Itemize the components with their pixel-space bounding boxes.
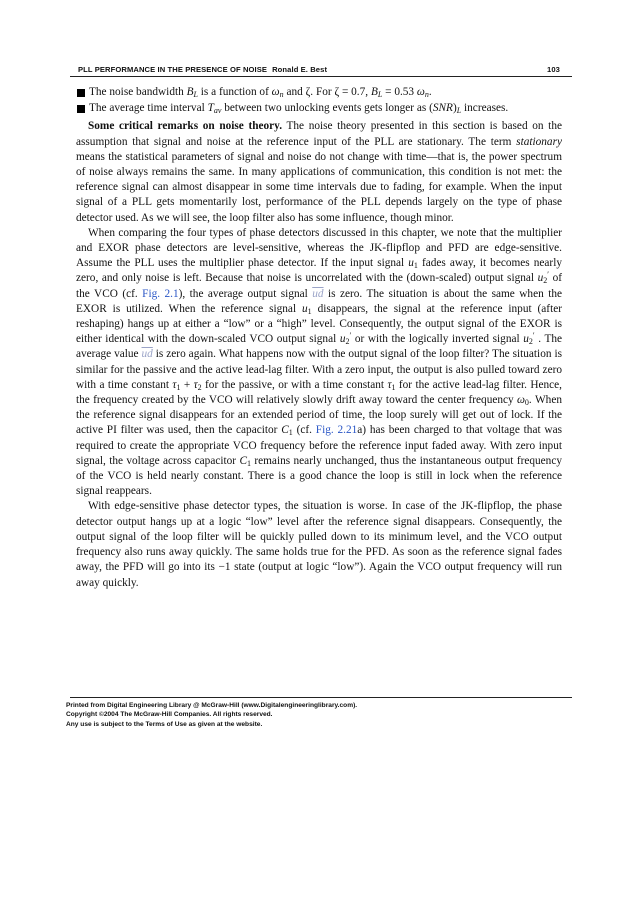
- text-run: disappears, the signal at the reference input (after reshaping) hangs up at either a “low” or a “high” level. Consequently, the output signal of the EXOR is either identical with the down-scaled VCO output signal: [76, 302, 562, 346]
- text-run: .: [428, 86, 432, 98]
- running-title-text: PLL PERFORMANCE IN THE PRESENCE OF NOISE: [78, 65, 268, 74]
- math-symbol: ω: [271, 86, 280, 98]
- bullet-square-icon: [77, 89, 85, 97]
- text-run: between two unlocking events gets longer as (: [221, 102, 433, 115]
- text-run: of the VCO (cf.: [76, 272, 562, 300]
- footer-terms: Any use is subject to the Terms of Use as given at the website.: [66, 720, 263, 728]
- math-subscript: L: [193, 90, 198, 99]
- math-prime: ′: [532, 331, 535, 341]
- math-symbol: ω: [516, 394, 525, 407]
- math-symbol: τ: [387, 378, 392, 391]
- math-subscript: L: [456, 106, 462, 116]
- bullet-unlocking-interval: [76, 101, 562, 116]
- text-run: is zero again. What happens now with the output signal of the loop filter? The situation is similar for the passive and the active lead-lag filter. With a zero input, the output is also pulled toward zero with a time constant: [76, 348, 562, 391]
- math-symbol: C: [281, 424, 289, 437]
- text-run: for the active lead-lag filter. Hence, the frequency created by the VCO will relatively slowly drift away toward the center frequency: [76, 378, 562, 407]
- math-symbol: u: [302, 302, 308, 315]
- footer-copyright: Copyright ©2004 The McGraw-Hill Companies. All rights reserved.: [66, 711, 273, 719]
- math-symbol: u: [408, 257, 414, 270]
- math-subscript: n: [279, 90, 284, 99]
- text-run: and ζ. For ζ = 0.7,: [283, 86, 371, 98]
- figure-reference-link[interactable]: Fig. 2.21: [315, 424, 358, 437]
- math-symbol: SNR: [432, 102, 453, 115]
- math-symbol: $\overline{ud}$: [141, 348, 153, 361]
- math-subscript: av: [213, 106, 222, 116]
- text-run: is zero. The situation is about the same when the EXOR is utilized. When the reference signal: [76, 287, 562, 315]
- text-run: (cf.: [292, 424, 316, 437]
- running-header: [78, 65, 560, 74]
- text-run: = 0.53: [382, 86, 417, 98]
- footer-printed-from: Printed from Digital Engineering Library @ McGraw-Hill (www.Digitalengineeringlibrary.com).: [66, 702, 358, 709]
- math-subscript: 1: [413, 261, 418, 271]
- math-subscript: 2: [345, 337, 350, 347]
- math-symbol: B: [186, 86, 194, 98]
- math-symbol: u: [537, 272, 544, 285]
- author-name: Ronald E. Best: [272, 65, 328, 74]
- math-symbol: T: [207, 102, 214, 115]
- paragraph-edge-sensitive: With edge-sensitive phase detector types, the situation is worse. In case of the JK-flipflop, the phase detector output hangs up at a logic “low” level after the reference signal disappears. Consequently, the output signal of the loop filter will be quickly pulled down to its minimum level, and the VCO output frequency also runs away quickly. The same holds true for the PFD. As soon as the reference signal fades away, the PFD will go into its −1 state (output at logic “low”). Again the VCO output frequency will run away quickly.: [76, 500, 562, 589]
- math-subscript: 2: [528, 337, 533, 347]
- page-footer: [66, 701, 566, 729]
- text-run: The noise bandwidth: [89, 86, 187, 98]
- text-run: is a function of: [197, 86, 272, 98]
- paragraph-remarks: [76, 119, 562, 225]
- math-prime: ′: [349, 331, 352, 341]
- math-subscript: 1: [288, 428, 293, 438]
- page-body: [76, 85, 562, 591]
- math-subscript: 2: [197, 382, 202, 392]
- math-subscript: 1: [307, 306, 312, 316]
- text-run: . When the reference signal disappears for an extended period of time, the loop surely will get out of lock. If the active PI filter was used, then the capacitor: [76, 394, 562, 437]
- math-subscript: 1: [391, 382, 396, 392]
- text-run: increases.: [461, 102, 509, 115]
- math-symbol: ω: [416, 86, 425, 98]
- math-subscript: 0: [524, 398, 529, 408]
- math-symbol: $\overline{ud}$: [312, 287, 324, 300]
- text-run: a) has been charged to that voltage that was required to create the appropriate VCO frequency before the reference input faded away. With zero input signal, the voltage across capacitor: [76, 424, 562, 467]
- emphasis-term: stationary: [516, 135, 562, 148]
- math-subscript: L: [377, 90, 383, 99]
- text-run: ): [452, 102, 457, 115]
- bullet-noise-bandwidth: [76, 85, 562, 100]
- header-rule: [70, 76, 572, 77]
- math-prime: ′: [547, 270, 550, 280]
- math-symbol: B: [370, 86, 378, 98]
- math-subscript: 1: [176, 382, 181, 392]
- text-run: The noise theory presented in this section is based on the assumption that signal and noise at the reference input of the PLL are stationary. The term: [76, 120, 562, 148]
- text-run: . The average value: [76, 333, 563, 361]
- bullet-square-icon: [77, 105, 85, 113]
- math-symbol: u: [339, 333, 346, 346]
- text-run: remains nearly unchanged, thus the instantaneous output frequency of the VCO is held nearly constant. There is a good chance the loop is still in lock when the reference signal reappears.: [76, 454, 562, 498]
- text-run: ), the average output signal: [178, 287, 313, 300]
- text-run: The average time interval: [89, 102, 208, 115]
- section-heading: Some critical remarks on noise theory.: [88, 120, 283, 133]
- footer-rule: [70, 697, 572, 698]
- text-run: means the statistical parameters of signal and noise do not change with time—that is, the power spectrum of noise always remains the same. In many applications of communication, this condition is not met: the reference signal can almost disappear in some time intervals due to fading, for example. When the input signal of a PLL gets momentarily lost, performance of the PLL depends largely on the type of phase detector used. As we will see, the loop filter also has some influence, though minor.: [76, 150, 562, 224]
- math-subscript: 1: [246, 458, 251, 468]
- math-symbol: u: [523, 333, 529, 346]
- running-title: [78, 65, 327, 74]
- math-symbol: τ: [193, 378, 198, 391]
- paragraph-level-sensitive: [76, 226, 562, 500]
- math-subscript: n: [424, 90, 429, 99]
- page-number: 103: [547, 65, 560, 74]
- math-subscript: 2: [543, 276, 548, 286]
- math-symbol: τ: [172, 378, 177, 391]
- math-operator: +: [180, 378, 194, 391]
- math-symbol: C: [239, 454, 247, 467]
- text-run: fades away, it becomes nearly zero, and only noise is left. Because that noise is uncorrelated with the (down-scaled) output signal: [76, 257, 562, 285]
- text-run: or with the logically inverted signal: [351, 333, 524, 346]
- figure-reference-link[interactable]: Fig. 2.1: [142, 287, 179, 300]
- text-run: When comparing the four types of phase detectors discussed in this chapter, we note that the multiplier and EXOR phase detectors are level-sensitive, whereas the JK-flipflop and PFD are edge-sensitive. Assume the PLL uses the multiplier phase detector. If the input signal: [76, 226, 562, 270]
- text-run: for the passive, or with a time constant: [201, 378, 388, 391]
